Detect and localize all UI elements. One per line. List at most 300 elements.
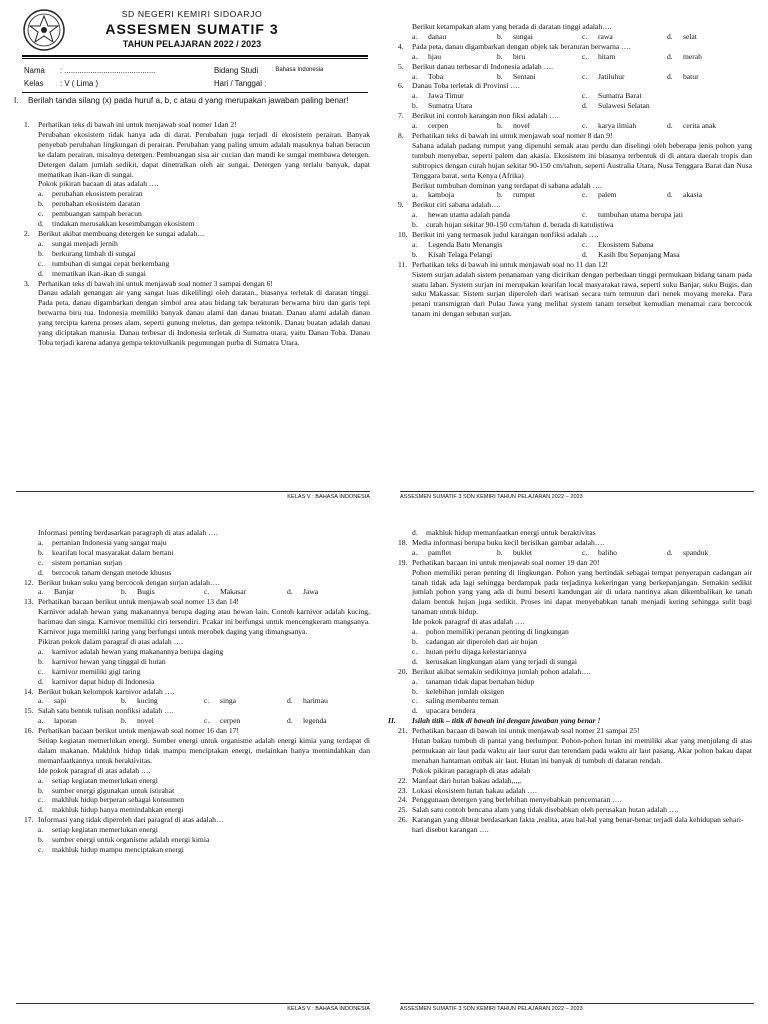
page-2 (0, 512, 768, 1024)
option-text: makhluk hidup memanfaatkan energi untuk beraktivitas (426, 528, 596, 537)
question-text: Karangan yang dibuat berdasarkan fakta ,realita, atau hal-hal yang benar-benar terjadi dala kehidupan sehari-hari disebut karangan …. (412, 815, 744, 835)
footer-class: KELAS V : BAHASA INDONESIA (16, 491, 370, 500)
answer-option[interactable] (38, 189, 370, 199)
option-letter: c. (38, 557, 44, 567)
question (398, 111, 752, 131)
option-letter: a. (412, 627, 418, 637)
answer-option[interactable] (38, 269, 370, 279)
question-number: 2. (24, 228, 30, 238)
question-text: Berikut ini yang termasuk judul karangan nonfiksi adalah …. (412, 230, 599, 240)
question-prompt: Ide pokok paragraf di atas adalah …. (38, 765, 151, 775)
answer-option[interactable] (204, 716, 287, 726)
option-text: legenda (303, 716, 327, 726)
question-header (398, 538, 752, 548)
question (24, 597, 370, 686)
question-header (24, 815, 370, 825)
question-header (398, 805, 752, 815)
question-prompt: Pokok pikiran paragraph di atas adalah (412, 765, 531, 775)
question-text: Berikut bukan kelompok karnivor adalah …. (38, 686, 175, 696)
option-letter: c. (582, 239, 588, 249)
option-text: hutan perlu dijaga kelestariannya (426, 646, 527, 656)
question-text: Berikut ciri sabana adalah…. (412, 200, 501, 210)
option-text: baliho (598, 547, 617, 557)
reading-passage: Setiap kegiatan memerlukan energi. Sumber energi untuk organisme adalah energi kimia yang terdapat di dalam makanan. Makhluk hidup tidak mampu menciptakan energi, melainkan hanya memindahkan dan memanfaatkannya untuk beraktivitas. (38, 736, 370, 765)
answer-option[interactable] (412, 210, 582, 220)
answer-option[interactable] (412, 637, 752, 647)
question (398, 538, 752, 558)
option-text: harimau (303, 696, 328, 706)
answer-option[interactable] (412, 528, 752, 538)
option-letter: a. (412, 676, 418, 686)
option-text: buklet (513, 547, 532, 557)
answer-option[interactable] (497, 72, 582, 82)
reading-passage: Sabana adalah padang rumput yang dipenuhi semak atau perdu dan diselingi oleh beberapa jenis pohon yang tumbuh menyebar, seperti palem dan akasia. Ekosistem ini biasanya terbentuk di di antara daerah tropis dan subtropics dengan curah hujan sekitar 90-150 cm/tahun, seperti Australia Utara, Nusa Tenggara Barat dan Nusa Tenggara barat, serta Kenya (Afrika) (412, 140, 752, 180)
answer-options (412, 677, 752, 717)
option-letter: a. (38, 825, 44, 835)
answer-option[interactable] (412, 220, 752, 230)
option-text: pertanian Indonesia yang sangat maju (52, 537, 167, 547)
option-letter: d. (667, 71, 673, 81)
question-number: 12. (24, 577, 34, 587)
question (398, 22, 752, 42)
option-letter: b. (412, 249, 418, 259)
answer-option[interactable] (497, 190, 582, 200)
answer-option[interactable] (497, 548, 582, 558)
question-text: Perhatikan bacaan ini untuk menjawab soal nomer 19 dan 20! (412, 557, 600, 567)
question-prompt: Pikiran pokok dalam paragraf di atas adalah …. (38, 636, 184, 646)
option-letter: c. (582, 547, 588, 557)
option-text: perubahan ekosistem daratan (52, 199, 141, 209)
option-text: kamboja (428, 190, 455, 200)
option-letter: b. (497, 547, 503, 557)
answer-option[interactable] (38, 677, 370, 687)
exam-title: ASSESMEN SUMATIF 3 (105, 21, 279, 37)
question-header (398, 815, 752, 835)
option-letter: b. (121, 716, 127, 726)
option-text: hewan utama adalah panda (428, 210, 511, 220)
answer-option[interactable] (582, 91, 752, 101)
answer-option[interactable] (412, 32, 497, 42)
answer-option[interactable] (38, 786, 370, 796)
answer-options-row (412, 52, 752, 62)
answer-option[interactable] (412, 72, 497, 82)
option-letter: d. (667, 190, 673, 200)
question-text: Perhatikan bacaan berikut untuk menjawab soal nomer 13 dan 14! (38, 597, 239, 607)
question (24, 279, 370, 348)
question-prompt: Pokok pikiran bacaan di atas adalah …. (38, 179, 159, 189)
answer-option[interactable] (412, 190, 497, 200)
option-letter: c. (582, 121, 588, 131)
option-letter: d. (667, 51, 673, 61)
answer-option[interactable] (287, 716, 370, 726)
option-text: akasia (683, 190, 702, 200)
answer-options-row (412, 250, 752, 260)
option-letter: d. (667, 547, 673, 557)
option-text: mematikan ikan-ikan di sungai (52, 268, 146, 278)
question-text: Berikut danau terbesar di Indonesia adalah …. (412, 61, 554, 71)
option-letter: c. (38, 258, 44, 268)
answer-option[interactable] (412, 706, 752, 716)
page-2-left-column (0, 512, 384, 1024)
answer-option[interactable] (582, 190, 667, 200)
option-letter: c. (582, 71, 588, 81)
option-letter: a. (412, 51, 418, 61)
question-text: Salah satu contoh bencana alam yang tidak disebabkan oleh perusakan hutan adalah …. (412, 805, 679, 815)
option-letter: d. (287, 716, 293, 726)
question (24, 229, 370, 279)
option-text: danau (428, 31, 447, 41)
option-letter: c. (582, 190, 588, 200)
answer-option[interactable] (497, 121, 582, 131)
answer-option[interactable] (667, 548, 752, 558)
question-text: Perhatikan bacaan berikut untuk menjawab soal nomer 16 dan 17! (38, 726, 239, 736)
question-header (24, 120, 370, 130)
question (398, 776, 752, 786)
answer-option[interactable] (121, 716, 204, 726)
option-letter: c. (412, 696, 418, 706)
option-letter: c. (38, 209, 44, 219)
option-letter: a. (412, 31, 418, 41)
option-letter: b. (497, 31, 503, 41)
question-text: Salah satu bentuk tulisan nonfiksi adalah …. (38, 706, 174, 716)
instruction-text: Berilah tanda silang (x) pada huruf a, b, c atau d yang merupakan jawaban paling benar! (28, 96, 349, 105)
question (398, 667, 752, 717)
question-header (398, 81, 752, 91)
answer-option[interactable] (38, 716, 121, 726)
question-header (398, 776, 752, 786)
question-text: Perhatikan teks di bawah ini untuk menjawab soal no 11 dan 12! (412, 259, 609, 269)
question-text: Penggunaan detergen yang berlebihan menyebabkan pencemaran …. (412, 795, 622, 805)
question-header (398, 795, 752, 805)
option-letter: c. (582, 51, 588, 61)
answer-option[interactable] (38, 538, 370, 548)
question-number: 10. (398, 230, 408, 240)
reading-passage: Danau adalah genangan air yang sangat luas dikelilingi oleh daratan., biasanya terletak di daratan tinggi. Pada peta, danau digambarkan dengan simbol area atau bidang tak beraturan berwarna biru dan garis tepi berwarna biru tua. Indonesia memiliki banyak danau alami dan danau buatan. Danau alami adalah danau yang tercipta karena proses alam, seperti gunung meletus, dan gempa tektonik. Danau buatan adalah danau yang diciptakan manusia. Danau terbesar di Indonesia terletak di Sumatra utara, yaitu Danau Toba. Danau Toba terjadi karena adanya gempa tektovulkanik pegunungan purba di Sumatra Utara. (38, 288, 370, 347)
option-letter: d. (582, 101, 588, 111)
option-letter: d. (667, 31, 673, 41)
option-text: kelebihan jumlah oksigen (426, 686, 505, 696)
question-header (398, 726, 752, 736)
question-header (398, 667, 752, 677)
answer-option[interactable] (38, 239, 370, 249)
option-text: Jawa (303, 587, 319, 597)
question-header (398, 260, 752, 270)
answer-option[interactable] (287, 696, 370, 706)
answer-option[interactable] (38, 249, 370, 259)
answer-option[interactable] (582, 32, 667, 42)
answer-options-row (38, 696, 370, 706)
question-header (398, 42, 752, 52)
option-letter: d. (287, 696, 293, 706)
answer-option[interactable] (582, 72, 667, 82)
answer-option[interactable] (497, 52, 582, 62)
option-text: cerpen (220, 716, 241, 726)
question-text: Berikut akibat semakin sedikitnya jumlah pohon adalah…. (412, 666, 591, 676)
answer-option[interactable] (38, 835, 370, 845)
question-header (398, 62, 752, 72)
option-letter: b. (38, 835, 44, 845)
answer-option[interactable] (38, 558, 370, 568)
question-header (24, 279, 370, 289)
option-letter: a. (38, 716, 44, 726)
question-number: 16. (24, 726, 34, 736)
question (398, 558, 752, 667)
option-letter: d. (412, 656, 418, 666)
option-letter: a. (38, 775, 44, 785)
option-text: sistem pertanian surjan (52, 557, 123, 567)
answer-option[interactable] (204, 587, 287, 597)
answer-option[interactable] (412, 647, 752, 657)
option-letter: b. (121, 696, 127, 706)
answer-option[interactable] (412, 687, 752, 697)
option-text: Ekosistem Sabana (598, 239, 654, 249)
answer-option[interactable] (38, 219, 370, 229)
option-text: novel (137, 716, 154, 726)
option-text: merah (683, 51, 702, 61)
option-text: karnivor adalah hewan yang makanannya berupa daging (52, 646, 224, 656)
answer-option[interactable] (38, 259, 370, 269)
option-letter: c. (582, 91, 588, 101)
option-letter: c. (204, 716, 210, 726)
answer-option[interactable] (38, 795, 370, 805)
option-text: tindakan merusakkan keseimbangan ekosistem (52, 219, 195, 229)
answer-option[interactable] (497, 32, 582, 42)
reading-passage: Perubahan ekosistem tidak hanya ada di darat. Perubahan juga terjadi di ekosistem perairan. Banyak penyebab perubahan lingkungan di perairan. Perubahan yang paling umum adalah masuknya bahan beracun ke dalam perairan, misalnya detergen. Pembuangan sisa air cucian dan mandi ke sungai membawa detergen. Detergen dalam jumlah sedikit, dapat dinetralkan oleh air sungai. Detergen yang terlalu banyak, dapat mematikan ikan-ikan di sungai. (38, 129, 370, 179)
question-header (398, 111, 752, 121)
answer-option[interactable] (38, 825, 370, 835)
question-number: 21. (398, 726, 408, 736)
option-text: pamflet (428, 547, 452, 557)
answer-option[interactable] (38, 667, 370, 677)
answer-options-row (38, 587, 370, 597)
answer-options-row (412, 190, 752, 200)
answer-option[interactable] (38, 805, 370, 815)
question-number: 13. (24, 597, 34, 607)
answer-option[interactable] (38, 587, 121, 597)
question-header (398, 131, 752, 141)
exam-year: TAHUN PELAJARAN 2022 / 2023 (122, 39, 262, 49)
option-letter: c. (412, 646, 418, 656)
answer-option[interactable] (287, 587, 370, 597)
option-text: Makasar (220, 587, 247, 597)
answer-options-row (412, 72, 752, 82)
answer-option[interactable] (412, 121, 497, 131)
answer-option[interactable] (667, 32, 752, 42)
answer-options-row (412, 548, 752, 558)
option-text: makhluk hidup mampu menciptakan energi (52, 845, 184, 854)
option-letter: a. (38, 537, 44, 547)
option-text: laporan (54, 716, 77, 726)
option-letter: a. (412, 547, 418, 557)
option-text: novel (513, 121, 530, 131)
question-number: 18. (398, 537, 408, 547)
hari-tanggal-label: Hari / Tanggal : (214, 79, 267, 88)
answer-options (38, 776, 370, 816)
question-text: Lokasi ekosistem hutan bakau adalah …. (412, 785, 537, 795)
page-1-right-column (384, 0, 768, 512)
question-header (398, 230, 752, 240)
option-letter: d. (412, 528, 418, 537)
answer-options (38, 189, 370, 229)
question-text: Berikut ketampakan alam yang berada di daratan tinggi adalah…. (412, 22, 612, 31)
question-number: 14. (24, 686, 34, 696)
question-text: Perhatikan bacaan di bawah ini untuk menjawab soal nomer 21 sampai 25! (412, 726, 640, 736)
option-text: selat (683, 31, 697, 41)
option-text: upacara bendera (426, 706, 476, 716)
answer-option[interactable] (667, 72, 752, 82)
option-text: rumput (513, 190, 535, 200)
option-text: biru (513, 51, 526, 61)
option-letter: b. (497, 190, 503, 200)
question (24, 706, 370, 726)
question-number: 20. (398, 666, 408, 676)
nama-field[interactable]: : .......................................... (60, 66, 156, 75)
question (24, 726, 370, 815)
option-text: Kasih Ibu Sepanjang Masa (598, 249, 680, 259)
option-text: makhluk hidup hanya memindahkan energi (52, 805, 184, 815)
answer-option[interactable] (582, 52, 667, 62)
page-2-right-column (384, 512, 768, 1024)
option-text: Jawa Timur (428, 91, 464, 101)
reading-passage: Karnivor adalah hewan yang makanannya berupa daging atau hewan lain. Contoh karnivor adalah kucing, harimau dan singa. Karnivor memiliki ciri tersendiri. Pcakar ini berfungsi untuk mencengkeram mangsanya. Karnivor juga memiliki taring yang berfungsi untuk merobek daging yang dimangsanya. (38, 607, 370, 637)
answer-option[interactable] (582, 101, 752, 111)
option-text: karya ilmiah (598, 121, 637, 131)
answer-option[interactable] (38, 696, 121, 706)
question-header (24, 597, 370, 607)
answer-options (412, 627, 752, 667)
answer-option[interactable] (582, 250, 752, 260)
option-letter: d. (667, 121, 673, 131)
question-text: Berikut ini contoh karangan non fiksi adalah …. (412, 111, 559, 121)
question-number: 8. (398, 130, 404, 140)
option-text: curah hujan sekitar 90-150 ccm/tahun d. berada di katulistiwa (426, 220, 614, 230)
option-letter: a. (38, 587, 44, 597)
option-letter: b. (412, 636, 418, 646)
answer-option[interactable] (412, 657, 752, 667)
reading-passage: Hutan bakau tumbuh di pantai yang berlumpur. Pohon-pohon hutan ini memiliki akar yang menjulang di atas permukaan air laut pada waktu air laut surut dan terendam pada waktu air laut pasang. Akar pohon bakau dapat menahan hantaman ombak air laut. Hutan ini banyak di tumbuh di dataran rendah. (412, 736, 752, 765)
answer-options (412, 220, 752, 230)
question-header (24, 229, 370, 239)
option-text: Sulawesi Selatan (598, 101, 650, 111)
option-text: bercocok tanam dengan metode khusus (52, 567, 172, 577)
question-text: Berikut akibat membuang detergen ke sungai adalah.... (38, 228, 205, 238)
question (24, 120, 370, 229)
answer-option[interactable] (38, 657, 370, 667)
footer-assessment: ASSESMEN SUMATIF 3 SDN KEMIRI TAHUN PELAJARAN 2022 – 2023 (400, 491, 754, 500)
answer-option[interactable] (38, 647, 370, 657)
answer-options (38, 825, 370, 855)
answer-option[interactable] (38, 548, 370, 558)
answer-options (38, 538, 370, 578)
answer-option[interactable] (412, 677, 752, 687)
questions-list (0, 120, 384, 348)
footer-class: KELAS V : BAHASA INDONESIA (16, 1003, 370, 1012)
option-letter: a. (412, 71, 418, 81)
answer-option[interactable] (582, 240, 752, 250)
answer-option[interactable] (38, 845, 370, 855)
question-number: 17. (24, 815, 34, 825)
answer-option[interactable] (412, 91, 582, 101)
question (398, 528, 752, 538)
answer-option[interactable] (412, 627, 752, 637)
question-number: 26. (398, 815, 408, 825)
question-number: 1. (24, 120, 30, 129)
question-number: 3. (24, 278, 30, 288)
answer-option[interactable] (204, 696, 287, 706)
option-letter: b. (38, 785, 44, 795)
option-text: perubahan ekosistem perairan (52, 189, 143, 199)
answer-option[interactable] (667, 52, 752, 62)
option-letter: a. (412, 190, 418, 200)
answer-option[interactable] (582, 121, 667, 131)
answer-option[interactable] (121, 587, 204, 597)
question-text: Media informasi berupa buku kecil berisikan gambar adalah…. (412, 537, 605, 547)
option-letter: c. (38, 666, 44, 676)
question (398, 62, 752, 82)
answer-option[interactable] (667, 190, 752, 200)
answer-option[interactable] (412, 101, 582, 111)
option-text: setiap kegiatan memerlukan energi (52, 775, 158, 785)
answer-option[interactable] (121, 696, 204, 706)
answer-option[interactable] (38, 568, 370, 578)
answer-option[interactable] (412, 240, 582, 250)
option-text: sapi (54, 696, 67, 706)
option-text: hjau (428, 51, 442, 61)
option-letter: a. (38, 646, 44, 656)
option-text: sumber energi untuk organisme adalah energi kimia (52, 835, 210, 845)
answer-option[interactable] (38, 199, 370, 209)
option-text: cadangan air diperoleh dari air hujan (426, 636, 538, 646)
question-number: 23. (398, 785, 408, 795)
section-2-instruction: Isilah titik – titik di bawah ini dengan jawaban yang benar ! (412, 716, 601, 726)
questions-list (384, 0, 768, 319)
answer-option[interactable] (38, 776, 370, 786)
answer-option[interactable] (38, 209, 370, 219)
option-text: singa (220, 696, 237, 706)
answer-option[interactable] (667, 121, 752, 131)
option-letter: b. (38, 248, 44, 258)
answer-option[interactable] (412, 52, 497, 62)
option-letter: c. (204, 696, 210, 706)
identity-divider (22, 92, 368, 93)
option-letter: a. (412, 121, 418, 131)
option-letter: c. (38, 795, 44, 805)
question (398, 260, 752, 319)
question-number: 19. (398, 557, 408, 567)
section-1-instruction (14, 96, 372, 106)
question (398, 805, 752, 815)
option-text: sungai menjadi jernih (52, 238, 118, 248)
option-letter: a. (412, 91, 418, 101)
question-header (24, 687, 370, 697)
page-1-left-column (0, 0, 384, 512)
option-letter: c. (204, 587, 210, 597)
option-text: karnivor dapat hidup di Indonesia (52, 676, 155, 686)
answer-option[interactable] (412, 696, 752, 706)
answer-option[interactable] (412, 548, 497, 558)
question-number: 9. (398, 200, 404, 210)
answer-option[interactable] (412, 250, 582, 260)
reading-passage: Pohon memiliki peran penting di lingkungan. Pohon yang bertindak sebagai tempat penyerapan cadangan air tanah tidak ada lagi sehingga berdampak pada terjadinya kekeringan yang berkepanjangan. Semakin sedikit jumlah pohon yang yang ada di bumi beserti kandungan air di udara nantinya akan dikembalikan ke tanah dalam bentuk hujan juga sedikit. Proses ini dapat menyebabkan tanah menjadi kering sehingga sulit bagi tanaman untuk hidup. (412, 567, 752, 617)
answer-option[interactable] (582, 210, 752, 220)
option-letter: d. (412, 706, 418, 716)
answer-option[interactable] (582, 548, 667, 558)
question (398, 131, 752, 200)
option-letter: b. (412, 101, 418, 111)
question (24, 815, 370, 855)
option-letter: d. (38, 219, 44, 229)
option-text: spanduk (683, 547, 709, 557)
